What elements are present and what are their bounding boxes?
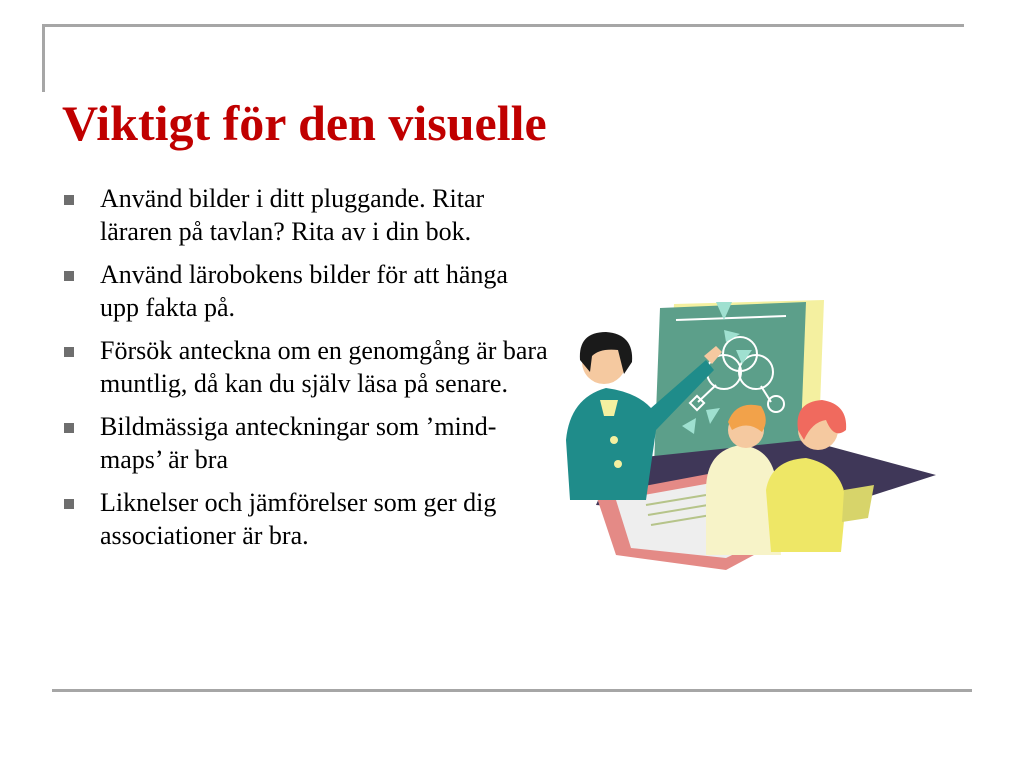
bullet-text: Liknelser och jämförelser som ger dig associationer är bra. xyxy=(100,488,497,550)
teacher-whiteboard-clipart xyxy=(556,290,936,580)
bullet-text: Använd bilder i ditt pluggande. Ritar läraren på tavlan? Rita av i din bok. xyxy=(100,184,485,246)
frame-left-line xyxy=(42,24,45,92)
button-dot xyxy=(614,460,622,468)
slide-title: Viktigt för den visuelle xyxy=(62,94,547,151)
bullet-item xyxy=(58,486,548,552)
bullet-item xyxy=(58,334,548,400)
square-bullet-icon xyxy=(64,347,74,357)
frame-top-line xyxy=(42,24,964,27)
chalkboard xyxy=(654,302,806,466)
square-bullet-icon xyxy=(64,499,74,509)
bullet-text: Bildmässiga anteckningar som ’mind-maps’ är bra xyxy=(100,412,497,474)
bullet-text: Försök anteckna om en genomgång är bara muntlig, då kan du själv läsa på senare. xyxy=(100,336,548,398)
square-bullet-icon xyxy=(64,271,74,281)
bullet-text: Använd lärobokens bilder för att hänga upp fakta på. xyxy=(100,260,508,322)
bullet-item xyxy=(58,182,548,248)
square-bullet-icon xyxy=(64,195,74,205)
frame-bottom-line xyxy=(52,689,972,692)
bullet-item xyxy=(58,410,548,476)
square-bullet-icon xyxy=(64,423,74,433)
button-dot xyxy=(610,436,618,444)
student-two-arm xyxy=(842,485,874,522)
bullet-item xyxy=(58,258,548,324)
bullet-list xyxy=(58,182,548,562)
